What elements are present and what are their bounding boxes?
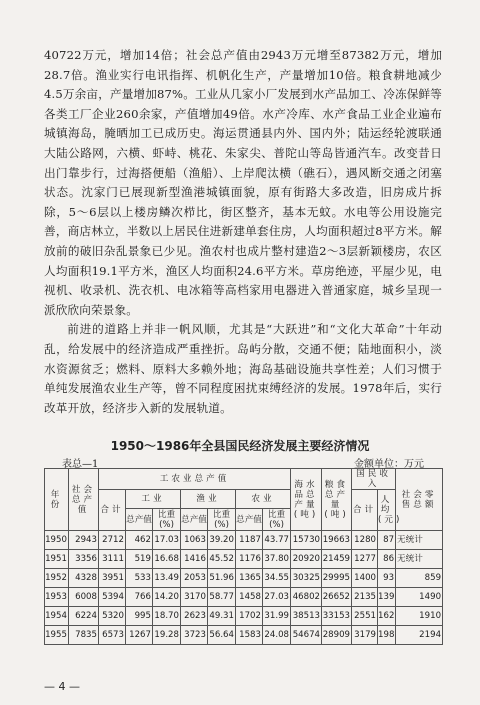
table-cell: 38513 [291,607,322,626]
header-fishery-ratio: 比重(%) [208,509,236,531]
table-cell: 2194 [396,626,443,645]
header-national-income: 国民收入 [352,469,396,490]
table-cell: 2943 [69,531,99,550]
header-fishery: 渔业 [181,490,236,509]
table-cell: 198 [378,626,396,645]
table-cell: 46802 [291,588,322,607]
table-cell: 56.64 [208,626,236,645]
table-cell: 4328 [69,569,99,588]
table-cell: 86 [378,550,396,569]
table-cell: 33153 [322,607,352,626]
table-row [45,626,443,645]
table-cell: 995 [126,607,153,626]
table-cell: 21459 [322,550,352,569]
table-cell: 15730 [291,531,322,550]
table-cell: 14.20 [153,588,181,607]
table-cell: 1950 [45,531,69,550]
table-cell: 27.03 [263,588,291,607]
table-cell: 30325 [291,569,322,588]
table-cell: 162 [378,607,396,626]
table-row [45,607,443,626]
table-cell: 5320 [99,607,126,626]
header-agri-industry: 工农业总产值 [99,469,291,490]
table-cell: 3179 [352,626,378,645]
header-total: 合计 [99,490,126,531]
table-cell: 37.80 [263,550,291,569]
table-cell: 16.68 [153,550,181,569]
header-industry-ratio: 比重(%) [153,509,181,531]
table-cell: 51.96 [208,569,236,588]
table-cell: 26652 [322,588,352,607]
table-cell: 3356 [69,550,99,569]
header-agri-ratio: 比重(%) [263,509,291,531]
paragraph-2: 前进的道路上并非一帆风顺，尤其是“大跃进”和“文化大革命”十年动乱，给发展中的经济造成严重挫折。岛屿分散，交通不便；陆地面积小，淡水资源贫乏；燃料、原料大多赖外地；海岛基础设施共享性差；人们习惯于单纯发展渔农业生产等，曾不同程度困扰束缚经济的发展。1978年后，实行改革开放，经济步入新的发展轨道。 [44,322,442,415]
table-cell: 519 [126,550,153,569]
table-cell: 3951 [99,569,126,588]
paragraph-1: 40722万元，增加14倍；社会总产值由2943万元增至87382万元，增加28.7倍。渔业实行电讯指挥、机帆化生产，产量增加10倍。粮食耕地减少4.5万余亩，产量增加87%。工业从几家小厂发展到水产品加工、冷冻保鲜等各类工厂企业260余家，产值增加49倍。水产冷库、水产食品工业企业遍布城镇海岛，腌晒加工已成历史。海运贯通县内外、国内外；陆运经轮渡联通大陆公路网，六横、虾峙、桃花、朱家尖、普陀山等岛皆通汽车。改变昔日出门靠步行，过海搭便船（渔船）、上岸爬汰横（礁石），遇风断交通之闭塞状态。沈家门已展现新型渔港城镇面貌，原有街路大多改造，旧房成片拆除，5～6层以上楼房鳞次栉比，街区整齐，基本无蚊。水电等公用设施完善，商店林立，半数以上居民住进新建单套住房，人均面积超过8平方米。解放前的破旧杂乱景象已少见。渔农村也成片整村建造2～3层新颖楼房，农区人均面积19.1平方米，渔区人均面积24.6平方米。草房绝迹，平屋少见，电视机、收录机、洗衣机、电冰箱等高档家用电器进入普通家庭，城乡呈现一派欣欣向荣景象。 [44,48,442,317]
table-cell: 18.70 [153,607,181,626]
header-aquatic: 海水品总产量(吨) [291,469,322,531]
table-cell: 1187 [236,531,263,550]
table-cell: 2712 [99,531,126,550]
table-cell: 766 [126,588,153,607]
table-cell: 2135 [352,588,378,607]
table-cell: 139 [378,588,396,607]
table-cell: 533 [126,569,153,588]
table-cell: 87 [378,531,396,550]
table-cell: 54674 [291,626,322,645]
table-cell: 1458 [236,588,263,607]
table-cell: 7835 [69,626,99,645]
table-title: 1950～1986年全县国民经济发展主要经济情况 [110,439,370,453]
table-cell: 34.55 [263,569,291,588]
table-cell: 1955 [45,626,69,645]
table-cell: 2053 [181,569,208,588]
table-cell: 1063 [181,531,208,550]
table-cell: 1951 [45,550,69,569]
body-text [44,46,442,418]
table-cell: 1583 [236,626,263,645]
table-cell: 6573 [99,626,126,645]
table-cell: 1400 [352,569,378,588]
table-cell: 93 [378,569,396,588]
table-cell: 58.77 [208,588,236,607]
table-row [45,569,443,588]
table-cell: 1702 [236,607,263,626]
header-retail: 社会零售总额 [396,469,443,531]
table-unit: 金额单位：万元 [354,459,424,470]
table-cell: 1490 [396,588,443,607]
table-cell: 13.49 [153,569,181,588]
table-cell: 17.03 [153,531,181,550]
table-cell: 859 [396,569,443,588]
table-cell: 5394 [99,588,126,607]
table-cell: 28909 [322,626,352,645]
table-cell: 3723 [181,626,208,645]
header-ni-total: 合计 [352,490,378,531]
table-cell: 45.52 [208,550,236,569]
table-cell: 1954 [45,607,69,626]
header-industry-output: 总产值 [126,509,153,531]
header-per-capita: 人均(元) [378,490,396,531]
header-agriculture: 农业 [236,490,291,509]
header-grain: 粮食总产量(吨) [322,469,352,531]
table-cell: 1910 [396,607,443,626]
table-cell: 1280 [352,531,378,550]
table-label: 表总—1 [62,459,99,470]
header-year: 年份 [45,469,69,531]
table-cell: 1365 [236,569,263,588]
table-cell: 3111 [99,550,126,569]
table-cell: 31.99 [263,607,291,626]
table-cell: 2551 [352,607,378,626]
header-social-total: 社会总产值 [69,469,99,531]
page-number: — 4 — [44,680,80,693]
table-cell: 1416 [181,550,208,569]
table-cell: 1267 [126,626,153,645]
header-industry: 工业 [126,490,181,509]
table-cell: 462 [126,531,153,550]
table-cell: 43.77 [263,531,291,550]
table-cell: 20920 [291,550,322,569]
table-row [45,588,443,607]
table-cell: 6008 [69,588,99,607]
table-cell: 无统计 [396,531,443,550]
table-row [45,531,443,550]
table-cell: 1952 [45,569,69,588]
header-fishery-output: 总产值 [181,509,208,531]
table-cell: 1277 [352,550,378,569]
table-cell: 19663 [322,531,352,550]
header-agri-output: 总产值 [236,509,263,531]
table-cell: 1953 [45,588,69,607]
table-cell: 6224 [69,607,99,626]
economic-stats-table [44,468,443,645]
table-cell: 29995 [322,569,352,588]
table-cell: 2623 [181,607,208,626]
table-cell: 无统计 [396,550,443,569]
table-row [45,550,443,569]
table-cell: 39.20 [208,531,236,550]
table-cell: 3170 [181,588,208,607]
table-cell: 19.28 [153,626,181,645]
table-cell: 24.08 [263,626,291,645]
table-cell: 1176 [236,550,263,569]
table-cell: 49.31 [208,607,236,626]
